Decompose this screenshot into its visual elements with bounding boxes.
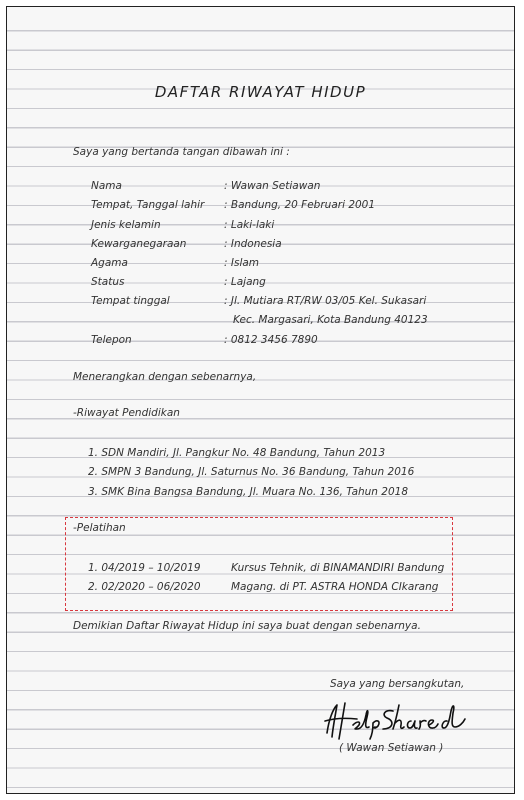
identity-label-phone: Telepon [91,334,132,346]
identity-label-gender: Jenis kelamin [91,219,161,231]
identity-label-name: Nama [91,180,122,192]
signer-name: ( Wawan Setiawan ) [339,742,444,754]
training-description: Magang. di PT. ASTRA HONDA CIkarang [231,581,439,593]
training-period: 1. 04/2019 – 10/2019 [88,562,201,574]
training-description: Kursus Tehnik, di BINAMANDIRI Bandung [231,562,445,574]
identity-value-status: : Lajang [224,276,266,288]
identity-label-citizenship: Kewarganegaraan [91,238,187,250]
education-item: 1. SDN Mandiri, Jl. Pangkur No. 48 Bandung, Tahun 2013 [88,447,386,459]
identity-value-birth: : Bandung, 20 Februari 2001 [224,199,376,211]
document-title: DAFTAR RIWAYAT HIDUP [154,83,367,101]
identity-value-citizenship: : Indonesia [224,238,282,250]
education-heading: -Riwayat Pendidikan [73,407,180,419]
training-period: 2. 02/2020 – 06/2020 [88,581,201,593]
signature-image [323,701,469,741]
identity-label-birth: Tempat, Tanggal lahir [91,199,205,211]
training-heading: -Pelatihan [73,522,126,534]
identity-value-phone: : 0812 3456 7890 [224,334,318,346]
identity-value-gender: : Laki-laki [224,219,275,231]
education-item: 3. SMK Bina Bangsa Bandung, Jl. Muara No. 136, Tahun 2018 [88,486,409,498]
signoff-text: Saya yang bersangkutan, [330,678,465,690]
identity-label-status: Status [91,276,125,288]
identity-value-name: : Wawan Setiawan [224,180,321,192]
identity-value-address: : Jl. Mutiara RT/RW 03/05 Kel. Sukasari [224,295,427,307]
statement-text: Menerangkan dengan sebenarnya, [73,371,257,383]
identity-label-address: Tempat tinggal [91,295,170,307]
paper-sheet [6,6,515,794]
education-item: 2. SMPN 3 Bandung, Jl. Saturnus No. 36 Bandung, Tahun 2016 [88,466,415,478]
intro-text: Saya yang bertanda tangan dibawah ini : [73,146,290,158]
identity-value-religion: : Islam [224,257,260,269]
closing-text: Demikian Daftar Riwayat Hidup ini saya buat dengan sebenarnya. [73,620,421,632]
identity-value-address-line2: Kec. Margasari, Kota Bandung 40123 [233,314,428,326]
identity-label-religion: Agama [91,257,128,269]
